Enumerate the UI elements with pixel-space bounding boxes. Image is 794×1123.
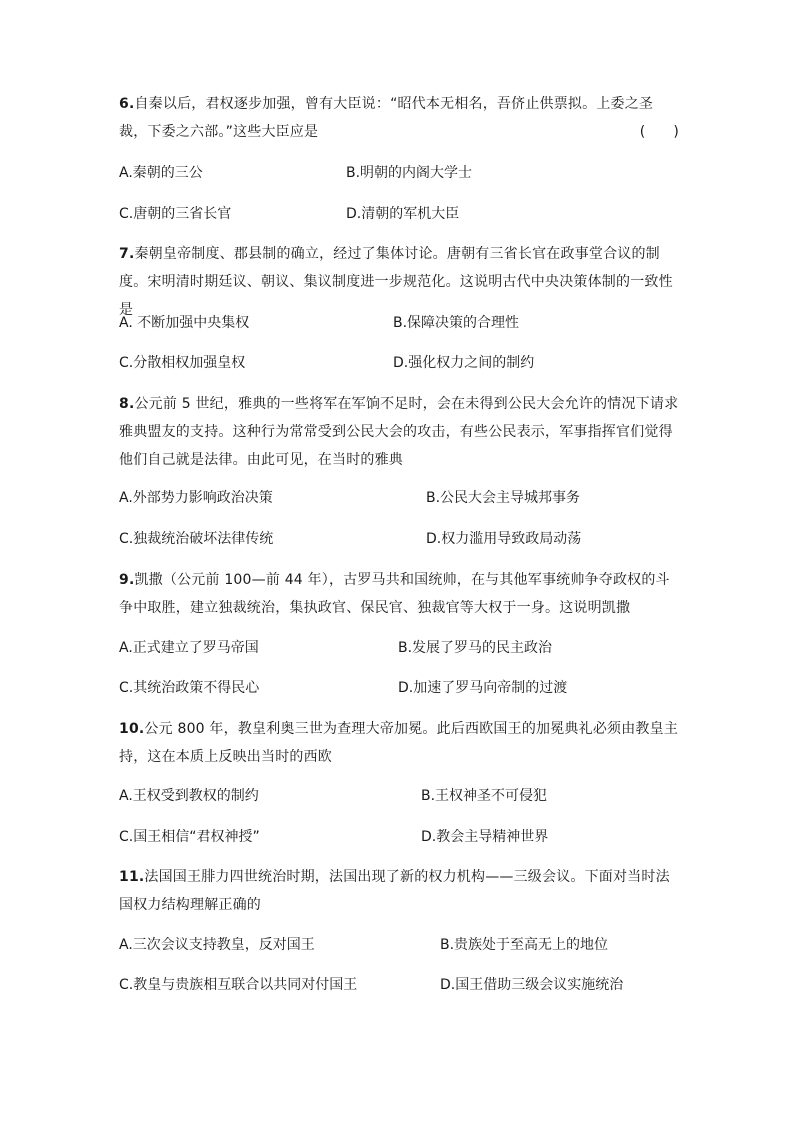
option-9-b[interactable]: B.发展了罗马的民主政治 xyxy=(398,640,553,656)
option-9-c[interactable]: C.其统治政策不得民心 xyxy=(119,680,260,696)
question-stem: 公元前 5 世纪，雅典的一些将军在军饷不足时，会在未得到公民大会允许的情况下请求雅典盟友的支持。这种行为常常受到公民大会的攻击，有些公民表示，军事指挥官们觉得他们自己就是法律。由此可见，在当时的雅典 xyxy=(119,396,679,468)
question-8 xyxy=(119,390,679,474)
question-stem: 自秦以后，君权逐步加强，曾有大臣说：“昭代本无相名，吾侪止供票拟。上委之圣裁，下委之六部。”这些大臣应是 xyxy=(119,96,654,140)
question-6 xyxy=(119,90,679,146)
question-7 xyxy=(119,240,679,324)
question-9 xyxy=(119,566,679,622)
option-6-a[interactable]: A.秦朝的三公 xyxy=(119,165,203,181)
question-number: 10. xyxy=(119,721,145,737)
option-9-d[interactable]: D.加速了罗马向帝制的过渡 xyxy=(398,680,568,696)
question-stem: 秦朝皇帝制度、郡县制的确立，经过了集体讨论。唐朝有三省长官在政事堂合议的制度。宋明清时期廷议、朝议、集议制度进一步规范化。这说明古代中央决策体制的一致性是 xyxy=(119,246,673,318)
option-10-b[interactable]: B.王权神圣不可侵犯 xyxy=(421,788,548,804)
question-10 xyxy=(119,715,679,771)
question-stem: 公元 800 年，教皇利奥三世为查理大帝加冕。此后西欧国王的加冕典礼必须由教皇主持，这在本质上反映出当时的西欧 xyxy=(119,721,679,765)
option-10-d[interactable]: D.教会主导精神世界 xyxy=(421,829,549,845)
option-11-a[interactable]: A.三次会议支持教皇，反对国王 xyxy=(119,937,315,953)
question-11 xyxy=(119,863,679,919)
option-10-c[interactable]: C.国王相信“君权神授” xyxy=(119,829,260,845)
option-7-c[interactable]: C.分散相权加强皇权 xyxy=(119,355,246,371)
option-11-d[interactable]: D.国王借助三级会议实施统治 xyxy=(440,977,624,993)
question-stem: 法国国王腓力四世统治时期，法国出现了新的权力机构——三级会议。下面对当时法国权力结构理解正确的 xyxy=(119,869,670,913)
option-6-d[interactable]: D.清朝的军机大臣 xyxy=(346,206,460,222)
question-number: 9. xyxy=(119,572,135,588)
option-8-c[interactable]: C.独裁统治破坏法律传统 xyxy=(119,531,274,547)
question-number: 11. xyxy=(119,869,145,885)
option-7-d[interactable]: D.强化权力之间的制约 xyxy=(393,355,535,371)
question-number: 6. xyxy=(119,96,135,112)
option-8-d[interactable]: D.权力滥用导致政局动荡 xyxy=(426,531,582,547)
option-7-b[interactable]: B.保障决策的合理性 xyxy=(393,315,520,331)
option-8-b[interactable]: B.公民大会主导城邦事务 xyxy=(426,490,581,506)
option-8-a[interactable]: A.外部势力影响政治决策 xyxy=(119,490,273,506)
option-11-c[interactable]: C.教皇与贵族相互联合以共同对付国王 xyxy=(119,977,358,993)
question-number: 7. xyxy=(119,246,135,262)
option-6-c[interactable]: C.唐朝的三省长官 xyxy=(119,206,232,222)
option-7-a[interactable]: A. 不断加强中央集权 xyxy=(119,315,250,331)
option-9-a[interactable]: A.正式建立了罗马帝国 xyxy=(119,640,259,656)
option-6-b[interactable]: B.明朝的内阁大学士 xyxy=(346,165,473,181)
option-11-b[interactable]: B.贵族处于至高无上的地位 xyxy=(440,937,609,953)
answer-paren: ( ) xyxy=(639,124,679,140)
question-stem: 凯撒（公元前 100—前 44 年），古罗马共和国统帅，在与其他军事统帅争夺政权的斗争中取胜，建立独裁统治，集执政官、保民官、独裁官等大权于一身。这说明凯撒 xyxy=(119,572,670,616)
question-number: 8. xyxy=(119,396,135,412)
option-10-a[interactable]: A.王权受到教权的制约 xyxy=(119,788,259,804)
